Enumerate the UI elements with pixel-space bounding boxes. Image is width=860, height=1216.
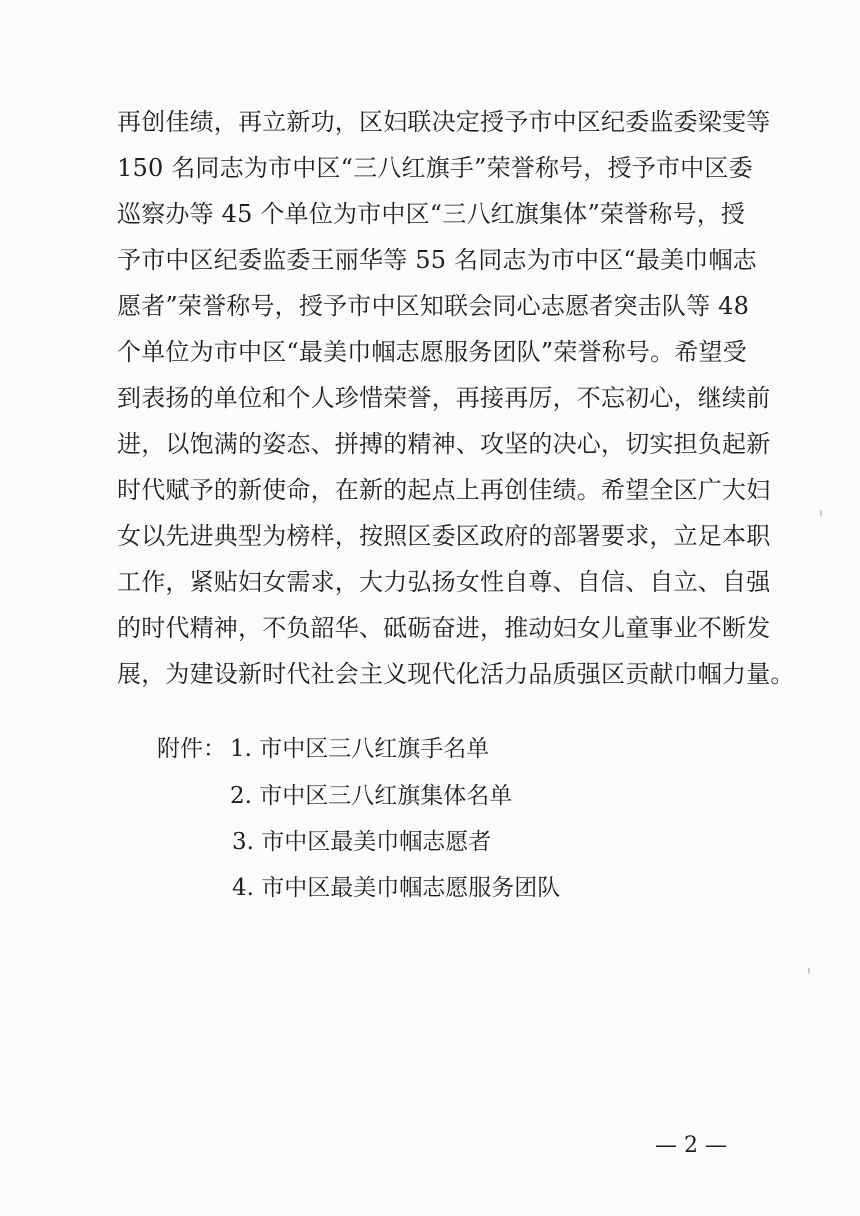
body-line-6: 个单位为市中区“最美巾帼志愿服务团队”荣誉称号。希望受 bbox=[117, 338, 747, 366]
body-line-12: 的时代精神，不负韶华、砥砺奋进，推动妇女儿童事业不断发 bbox=[117, 614, 771, 642]
body-line-3: 巡察办等 45 个单位为市中区“三八红旗集体”荣誉称号，授 bbox=[117, 200, 746, 228]
body-line-4: 予市中区纪委监委王丽华等 55 名同志为市中区“最美巾帼志 bbox=[117, 246, 757, 274]
attachment-item-2: 2. 市中区三八红旗集体名单 bbox=[230, 783, 513, 809]
body-line-10: 女以先进典型为榜样，按照区委区政府的部署要求，立足本职 bbox=[117, 522, 771, 550]
body-line-9: 时代赋予的新使命，在新的起点上再创佳绩。希望全区广大妇 bbox=[117, 476, 771, 504]
attachment-item-1: 1. 市中区三八红旗手名单 bbox=[230, 736, 490, 762]
body-line-13: 展，为建设新时代社会主义现代化活力品质强区贡献巾帼力量。 bbox=[117, 660, 795, 688]
body-line-1: 再创佳绩，再立新功，区妇联决定授予市中区纪委监委梁雯等 bbox=[117, 108, 771, 136]
page-number: — 2 — bbox=[655, 1133, 727, 1158]
scan-speck bbox=[820, 510, 822, 516]
scan-speck bbox=[808, 968, 810, 974]
body-line-2: 150 名同志为市中区“三八红旗手”荣誉称号，授予市中区委 bbox=[117, 154, 753, 182]
body-line-7: 到表扬的单位和个人珍惜荣誉，再接再厉，不忘初心，继续前 bbox=[117, 384, 771, 412]
attachment-item-4: 4. 市中区最美巾帼志愿服务团队 bbox=[232, 875, 561, 901]
body-line-5: 愿者”荣誉称号，授予市中区知联会同心志愿者突击队等 48 bbox=[117, 292, 750, 320]
body-line-11: 工作，紧贴妇女需求，大力弘扬女性自尊、自信、自立、自强 bbox=[117, 568, 771, 596]
attachments-label: 附件： bbox=[157, 736, 226, 762]
body-line-8: 进，以饱满的姿态、拼搏的精神、攻坚的决心，切实担负起新 bbox=[117, 430, 771, 458]
attachment-item-3: 3. 市中区最美巾帼志愿者 bbox=[232, 829, 492, 855]
